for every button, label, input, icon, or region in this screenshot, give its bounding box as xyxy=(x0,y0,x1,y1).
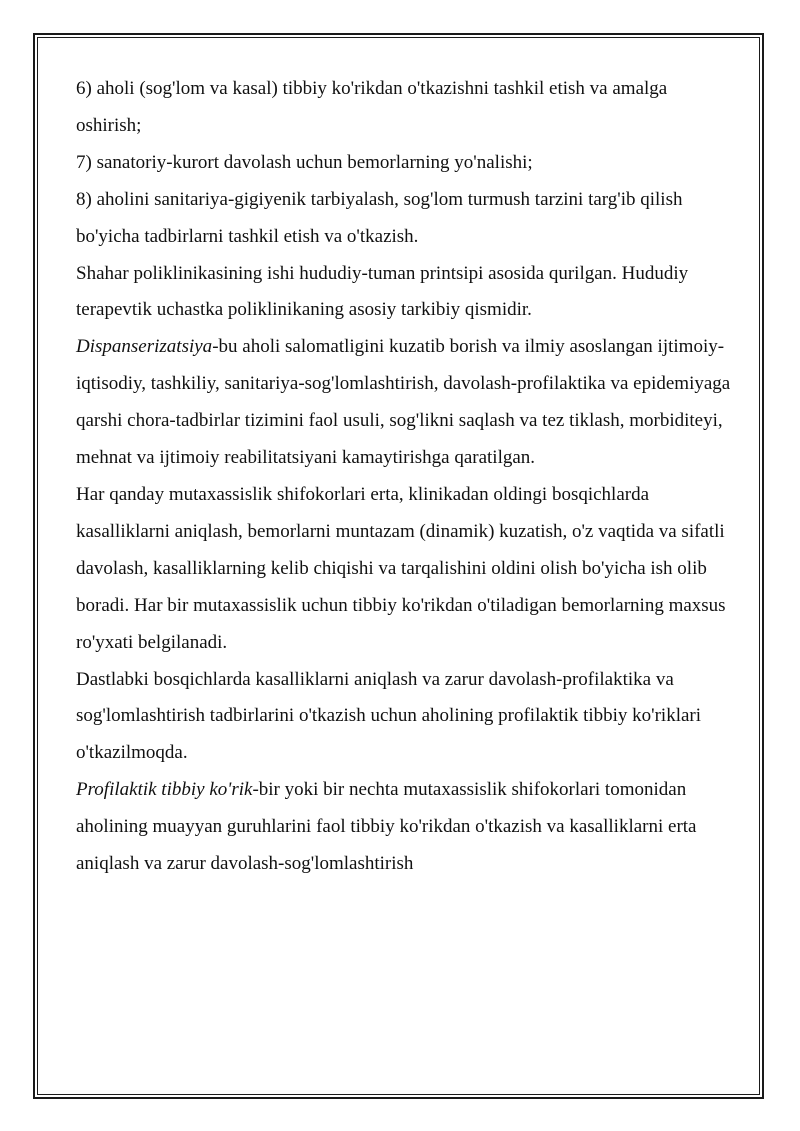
defined-term: Profilaktik tibbiy ko'rik xyxy=(76,779,253,801)
paragraph-specialists xyxy=(76,477,736,662)
paragraph-item-8 xyxy=(76,182,736,256)
paragraph-text: 6) aholi (sog'lom va kasal) tibbiy ko'rikdan o'tkazishni tashkil etish va amalga oshirish; xyxy=(76,78,668,136)
paragraph-dispanserizatsiya-definition xyxy=(76,329,736,477)
paragraph-item-6 xyxy=(76,71,736,145)
paragraph-item-7 xyxy=(76,145,736,182)
defined-term: Dispanserizatsiya xyxy=(76,336,213,358)
paragraph-text: Shahar poliklinikasining ishi hududiy-tuman printsipi asosida qurilgan. Hududiy terapevtik uchastka poliklinikaning asosiy tarkibiy qismidir. xyxy=(76,262,689,321)
document-body xyxy=(76,71,736,883)
paragraph-text: Dastlabki bosqichlarda kasalliklarni aniqlash va zarur davolash-profilaktika va sog'lomlashtirish tadbirlarini o'tkazish uchun aholining profilaktik tibbiy ko'riklari o'tkazilmoqda. xyxy=(76,668,702,764)
paragraph-preventive-exam-definition xyxy=(76,772,736,883)
paragraph-text: 7) sanatoriy-kurort davolash uchun bemorlarning yo'nalishi; xyxy=(76,151,533,173)
paragraph-polyclinic xyxy=(76,256,736,330)
paragraph-text: Har qanday mutaxassislik shifokorlari erta, klinikadan oldingi bosqichlarda kasalliklarni aniqlash, bemorlarni muntazam (dinamik) kuzatish, o'z vaqtida va sifatli davolash, kasalliklarning kelib chiqishi va tarqalishini oldini olish bo'yicha ish olib boradi. Har bir mutaxassislik uchun tibbiy ko'rikdan o'tiladigan bemorlarning maxsus ro'yxati belgilanadi. xyxy=(76,483,726,653)
paragraph-text: -bu aholi salomatligini kuzatib borish va ilmiy asoslangan ijtimoiy-iqtisodiy, tashkiliy, sanitariya-sog'lomlashtirish, davolash-profilaktika va epidemiyaga qarshi chora-tadbirlar tizimini faol usuli, sog'likni saqlash va tez tiklash, morbiditeyi, mehnat va ijtimoiy reabilitatsiyani kamaytirishga qaratilgan. xyxy=(76,336,731,469)
paragraph-text: -bir yoki bir nechta mutaxassislik shifokorlari tomonidan aholining muayyan guruhlarini faol tibbiy ko'rikdan o'tkazish va kasalliklarni erta aniqlash va zarur davolash-sog'lomlashtirish xyxy=(76,779,697,875)
paragraph-early-detection xyxy=(76,662,736,773)
paragraph-text: 8) aholini sanitariya-gigiyenik tarbiyalash, sog'lom turmush tarzini targ'ib qilish bo'yicha tadbirlarni tashkil etish va o'tkazish. xyxy=(76,188,683,247)
